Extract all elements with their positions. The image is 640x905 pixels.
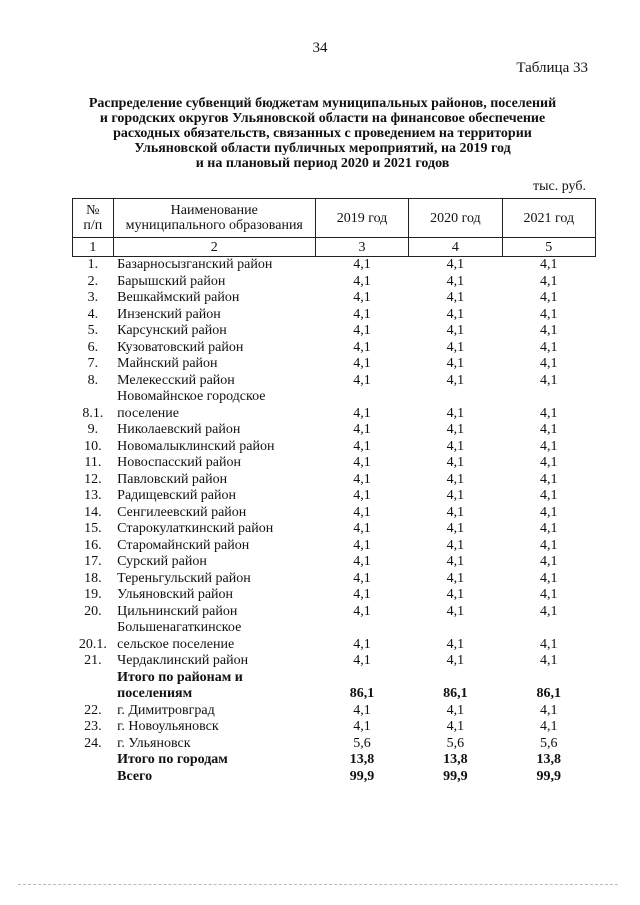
value-2021: 4,1 (540, 636, 558, 652)
row-number: 20. (84, 603, 102, 619)
row-number: 13. (84, 488, 102, 503)
column-number: 1 (73, 238, 114, 257)
row-number: 12. (84, 471, 102, 487)
row-name (113, 488, 315, 505)
value-2020: 4,1 (446, 702, 465, 718)
value-2020: 4,1 (446, 405, 465, 421)
value-2020: 4,1 (446, 372, 465, 388)
value-2019: 4,1 (353, 702, 371, 718)
value-2020: 4,1 (446, 273, 465, 289)
value-2019: 4,1 (353, 405, 371, 421)
value-2019: 4,1 (353, 323, 371, 338)
value-2020: 4,1 (446, 570, 465, 586)
value-2021: 4,1 (540, 521, 558, 536)
row-name (113, 736, 315, 753)
value-2021: 4,1 (540, 554, 558, 569)
table-row (73, 736, 596, 753)
table-row (73, 373, 596, 390)
table-row (73, 257, 596, 274)
value-2020: 4,1 (446, 356, 465, 371)
value-2020: 4,1 (446, 438, 465, 454)
table-row (73, 554, 596, 571)
value-2019: 13,8 (349, 752, 375, 767)
row-number (73, 752, 114, 769)
row-name-line: Карсунский район (117, 323, 227, 338)
row-number: 10. (84, 438, 102, 454)
value-2020: 5,6 (446, 735, 465, 751)
header-2019: 2019 год (315, 199, 408, 238)
document-title (60, 96, 585, 171)
value-2021: 99,9 (536, 768, 562, 784)
table-row (73, 290, 596, 307)
row-name-line: Сурский район (117, 554, 207, 569)
row-name-line: Майнский район (117, 356, 218, 371)
table-row (73, 719, 596, 736)
table-row (73, 505, 596, 522)
row-name (113, 587, 315, 604)
row-number: 5. (87, 323, 99, 338)
row-number: 3. (87, 290, 99, 305)
table-row (73, 620, 596, 653)
row-name-line: Всего (117, 768, 153, 784)
row-name (113, 307, 315, 324)
row-name-line: Цильнинский район (117, 603, 238, 619)
row-name (113, 389, 315, 422)
row-name-line: Тереньгульский район (117, 570, 251, 586)
table-header-row (73, 199, 596, 238)
value-2021: 4,1 (540, 587, 558, 602)
value-2019: 4,1 (353, 356, 371, 371)
row-name (113, 521, 315, 538)
row-number: 15. (84, 521, 102, 536)
value-2021: 4,1 (540, 570, 558, 586)
value-2019: 5,6 (353, 735, 371, 751)
row-name-line: Итого по городам (117, 752, 228, 767)
value-2019: 86,1 (349, 686, 375, 701)
row-number (73, 670, 114, 703)
table-row (73, 472, 596, 489)
value-2019: 4,1 (353, 636, 371, 652)
value-2019: 4,1 (353, 438, 371, 454)
value-2021: 4,1 (540, 422, 558, 437)
value-2020: 13,8 (443, 752, 468, 767)
row-number: 24. (84, 735, 102, 751)
page-number: 34 (312, 40, 328, 56)
header-2021: 2021 год (502, 199, 595, 238)
value-2021: 13,8 (536, 752, 562, 767)
row-number: 1. (87, 257, 99, 272)
value-2019: 4,1 (353, 554, 371, 569)
table-row (73, 455, 596, 472)
title-line: и городских округов Ульяновской области на финансовое обеспечение (99, 111, 546, 126)
row-number: 7. (87, 356, 99, 371)
value-2019: 4,1 (353, 719, 371, 734)
title-line: Ульяновской области публичных мероприятий, на 2019 год (134, 141, 511, 156)
value-2019: 4,1 (353, 570, 371, 586)
value-2021: 4,1 (540, 719, 558, 734)
row-name-line: поселение (117, 405, 180, 421)
value-2021: 4,1 (540, 273, 558, 289)
value-2019: 99,9 (349, 768, 375, 784)
table-row (73, 604, 596, 621)
value-2019: 4,1 (353, 339, 371, 355)
table-row (73, 356, 596, 373)
value-2020: 86,1 (443, 686, 468, 701)
row-name (113, 373, 315, 390)
value-2021: 4,1 (540, 702, 558, 718)
row-name (113, 323, 315, 340)
value-2021: 4,1 (540, 372, 558, 388)
table-row (73, 538, 596, 555)
header-name: Наименование муниципального образования (113, 199, 315, 238)
row-number: 6. (87, 339, 99, 355)
row-name (113, 538, 315, 555)
row-number: 23. (84, 719, 102, 734)
value-2020: 99,9 (443, 768, 468, 784)
row-number (73, 769, 114, 786)
value-2020: 4,1 (446, 587, 465, 602)
table-label: Таблица 33 (516, 60, 588, 76)
total-row (73, 769, 596, 786)
row-number: 9. (87, 422, 99, 437)
value-2021: 4,1 (540, 488, 558, 503)
value-2019: 4,1 (353, 372, 371, 388)
row-name (113, 703, 315, 720)
row-name-line: Павловский район (117, 471, 228, 487)
table-row (73, 521, 596, 538)
value-2019: 4,1 (353, 422, 371, 437)
table-row (73, 488, 596, 505)
value-2021: 4,1 (540, 339, 558, 355)
row-number: 20.1. (78, 636, 107, 652)
value-2020: 4,1 (446, 471, 465, 487)
value-2021: 4,1 (540, 455, 558, 470)
value-2020: 4,1 (446, 290, 465, 305)
title-line: расходных обязательств, связанных с проведением на территории (113, 126, 532, 141)
table-row (73, 587, 596, 604)
row-name-line: г. Новоульяновск (117, 719, 219, 734)
total-row (73, 670, 596, 703)
row-name-line: Итого по районам и (117, 669, 243, 685)
value-2021: 4,1 (540, 257, 558, 272)
table-row (73, 653, 596, 670)
value-2020: 4,1 (446, 554, 465, 569)
row-name-line: Чердаклинский район (117, 653, 249, 668)
row-name-line: поселениям (117, 686, 193, 701)
row-number: 17. (84, 554, 102, 569)
value-2019: 4,1 (353, 273, 371, 289)
value-2020: 4,1 (446, 455, 465, 470)
value-2019: 4,1 (353, 537, 371, 553)
row-name-line: Новомалыклинский район (117, 438, 275, 454)
row-name (113, 274, 315, 291)
title-line: и на плановый период 2020 и 2021 годов (195, 156, 450, 171)
value-2020: 4,1 (446, 323, 465, 338)
value-2019: 4,1 (353, 587, 371, 602)
row-name-line: г. Димитровград (117, 702, 215, 718)
row-name-line: Старокулаткинский район (117, 521, 274, 536)
row-name (113, 356, 315, 373)
column-number: 2 (113, 238, 315, 257)
row-name-line: Мелекесский район (117, 372, 235, 388)
value-2020: 4,1 (446, 603, 465, 619)
value-2021: 4,1 (540, 603, 558, 619)
table-row (73, 422, 596, 439)
row-number: 21. (84, 653, 102, 668)
row-number: 22. (84, 702, 102, 718)
value-2019: 4,1 (353, 290, 371, 305)
row-name (113, 653, 315, 670)
header-2020: 2020 год (409, 199, 502, 238)
table-row (73, 274, 596, 291)
row-name-line: сельское поселение (117, 636, 235, 652)
subsidy-table (72, 198, 596, 785)
value-2019: 4,1 (353, 653, 371, 668)
row-name (113, 752, 315, 769)
value-2021: 4,1 (540, 438, 558, 454)
value-2020: 4,1 (446, 636, 465, 652)
row-name (113, 340, 315, 357)
value-2019: 4,1 (353, 521, 371, 536)
table-row (73, 703, 596, 720)
value-2021: 4,1 (540, 537, 558, 553)
row-name-line: Николаевский район (117, 422, 241, 437)
row-name (113, 439, 315, 456)
value-2019: 4,1 (353, 488, 371, 503)
table-row (73, 439, 596, 456)
table-row (73, 323, 596, 340)
column-number: 4 (409, 238, 502, 257)
table-row (73, 307, 596, 324)
value-2020: 4,1 (446, 521, 465, 536)
table-row (73, 340, 596, 357)
value-2019: 4,1 (353, 504, 371, 520)
row-number: 4. (87, 306, 99, 322)
row-number: 11. (84, 455, 102, 470)
column-number: 3 (315, 238, 408, 257)
row-name-line: Новомайнское городское (117, 389, 266, 404)
row-name-line: Базарносызганский район (117, 257, 273, 272)
row-name-line: Барышский район (117, 273, 226, 289)
value-2021: 4,1 (540, 306, 558, 322)
row-name-line: Большенагаткинское (117, 620, 242, 635)
value-2021: 5,6 (540, 735, 558, 751)
row-name-line: Инзенский район (117, 306, 221, 322)
row-name (113, 422, 315, 439)
row-name (113, 604, 315, 621)
value-2021: 4,1 (540, 323, 558, 338)
table-row (73, 571, 596, 588)
table-row (73, 389, 596, 422)
row-name-line: Старомайнский район (117, 537, 250, 553)
row-number: 8.1. (82, 405, 104, 421)
row-name-line: г. Ульяновск (117, 735, 191, 751)
value-2020: 4,1 (446, 719, 465, 734)
row-number: 8. (87, 372, 99, 388)
header-number: № п/п (73, 199, 114, 238)
total-row (73, 752, 596, 769)
value-2020: 4,1 (446, 653, 465, 668)
units-label: тыс. руб. (533, 179, 586, 194)
row-name (113, 472, 315, 489)
row-name (113, 670, 315, 703)
value-2020: 4,1 (446, 422, 465, 437)
row-name-line: Новоспасский район (117, 455, 241, 470)
row-name (113, 257, 315, 274)
value-2021: 86,1 (536, 686, 562, 701)
row-name-line: Кузоватовский район (117, 339, 244, 355)
value-2020: 4,1 (446, 339, 465, 355)
row-number: 16. (84, 537, 102, 553)
value-2019: 4,1 (353, 471, 371, 487)
value-2021: 4,1 (540, 653, 558, 668)
row-name-line: Вешкаймский район (117, 290, 240, 305)
row-name-line: Ульяновский район (117, 587, 234, 602)
row-name (113, 571, 315, 588)
row-number: 2. (87, 273, 99, 289)
value-2020: 4,1 (446, 306, 465, 322)
row-name-line: Радищевский район (117, 488, 237, 503)
value-2021: 4,1 (540, 471, 558, 487)
row-name (113, 505, 315, 522)
row-name (113, 769, 315, 786)
value-2021: 4,1 (540, 290, 558, 305)
value-2019: 4,1 (353, 455, 371, 470)
value-2019: 4,1 (353, 306, 371, 322)
value-2021: 4,1 (540, 504, 558, 520)
subsidy-table-container (72, 198, 596, 785)
value-2021: 4,1 (540, 405, 558, 421)
value-2020: 4,1 (446, 488, 465, 503)
column-number: 5 (502, 238, 595, 257)
row-number: 18. (84, 570, 102, 586)
row-name (113, 290, 315, 307)
value-2020: 4,1 (446, 257, 465, 272)
value-2020: 4,1 (446, 504, 465, 520)
row-number: 14. (84, 504, 102, 520)
value-2019: 4,1 (353, 257, 371, 272)
row-name (113, 620, 315, 653)
scan-edge-artifact (18, 884, 618, 885)
value-2020: 4,1 (446, 537, 465, 553)
value-2021: 4,1 (540, 356, 558, 371)
row-name (113, 554, 315, 571)
column-number-row (73, 238, 596, 257)
row-name (113, 455, 315, 472)
value-2019: 4,1 (353, 603, 371, 619)
row-name-line: Сенгилеевский район (117, 504, 247, 520)
title-line: Распределение субвенций бюджетам муниципальных районов, поселений (88, 96, 557, 111)
row-number: 19. (84, 587, 102, 602)
row-name (113, 719, 315, 736)
